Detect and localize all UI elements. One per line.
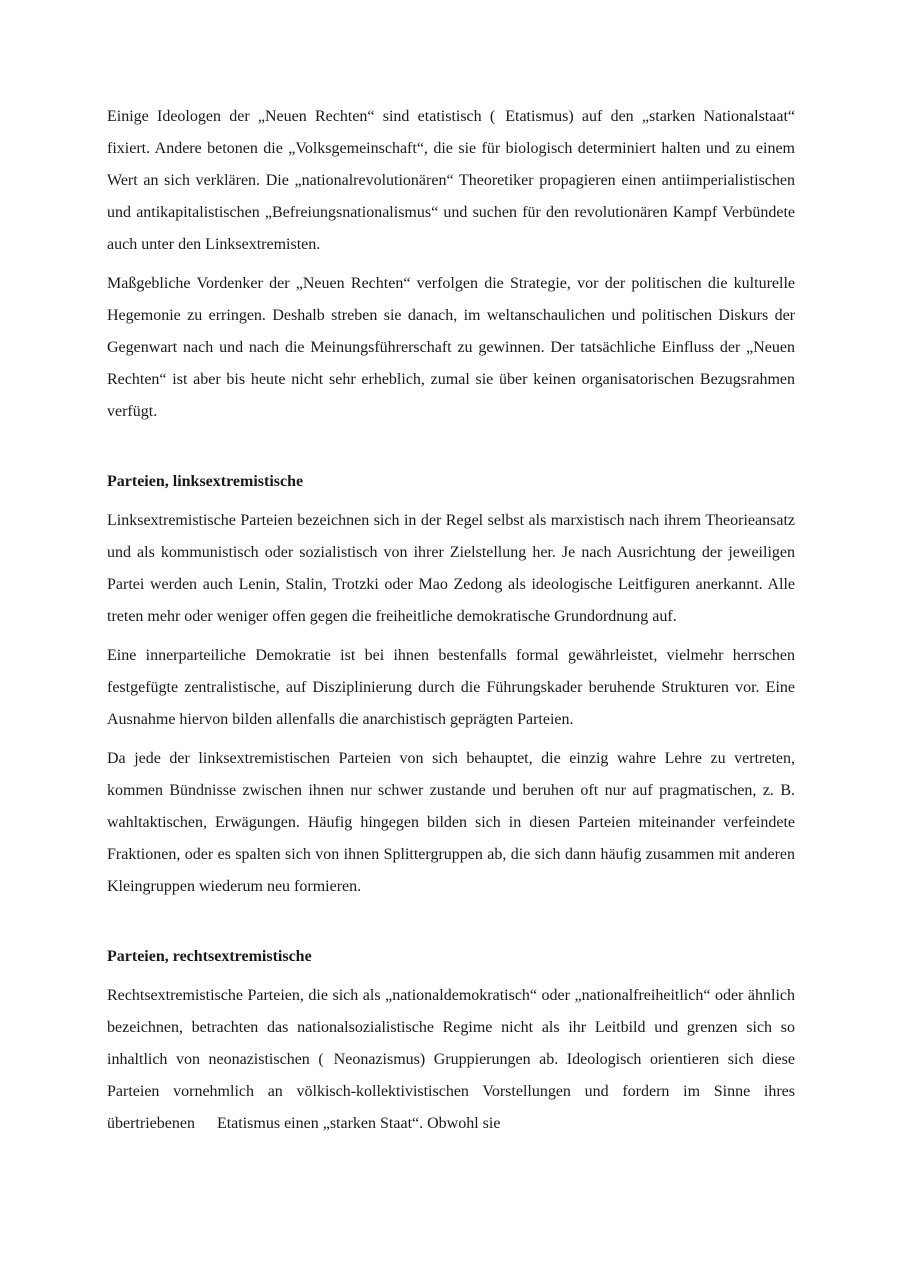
paragraph-text: Rechtsextremistische Parteien, die sich als „nationaldemokratisch“ oder „nationalfreiheitlich“ oder ähnlich bezeichnen, betrachten das nationalsozialistische Regime nicht als ihr Leitbild und grenzen sich so inhaltlich von neonazistischen ( — [107, 987, 795, 1068]
paragraph-linksextremistische-selbstbezeichnung: Linksextremistische Parteien bezeichnen sich in der Regel selbst als marxistisch nach ihrem Theorieansatz und als kommunistisch oder sozialistisch von ihrer Zielstellung her. Je nach Ausrichtung der jeweiligen Partei werden auch Lenin, Stalin, Trotzki oder Mao Zedong als ideologische Leitfiguren anerkannt. Alle treten mehr oder weniger offen gegen die freiheitliche demokratische Grundordnung auf. — [107, 512, 795, 625]
section-heading-linksextremistische-parteien: Parteien, linksextremistische — [107, 473, 304, 490]
paragraph-text: Etatismus) auf den „starken Nationalstaat“ fixiert. Andere betonen die „Volksgemeinschaft“, die sie für biologisch determiniert halten und zu einem Wert an sich verklären. Die „nationalrevolutionären“ Theoretiker propagieren einen antiimperialistischen und antikapitalistischen „Befreiungsnationalismus“ und suchen für den revolutionären Kampf Verbündete auch unter den Linksextremisten. — [107, 108, 795, 253]
paragraph-text: Etatismus einen „starken Staat“. Obwohl sie — [216, 1115, 501, 1132]
paragraph-neue-rechte-strategie: Maßgebliche Vordenker der „Neuen Rechten“ verfolgen die Strategie, vor der politischen die kulturelle Hegemonie zu erringen. Deshalb streben sie danach, im weltanschaulichen und politischen Diskurs der Gegenwart nach und nach die Meinungsführerschaft zu gewinnen. Der tatsächliche Einfluss der „Neuen Rechten“ ist aber bis heute nicht sehr erheblich, zumal sie über keinen organisatorischen Bezugsrahmen verfügt. — [107, 275, 795, 420]
paragraph-buendnisse: Da jede der linksextremistischen Parteien von sich behauptet, die einzig wahre Lehre zu vertreten, kommen Bündnisse zwischen ihnen nur schwer zustande und beruhen oft nur auf pragmatischen, z. B. wahltaktischen, Erwägungen. Häufig hingegen bilden sich in diesen Parteien miteinander verfeindete Fraktionen, oder es spalten sich von ihnen Splittergruppen ab, die sich dann häufig zusammen mit anderen Kleingruppen wiederum neu formieren. — [107, 750, 795, 895]
paragraph-rechtsextremistische-parteien — [107, 980, 795, 1140]
paragraph-text: Einige Ideologen der „Neuen Rechten“ sind etatistisch ( — [107, 108, 496, 125]
section-heading-rechtsextremistische-parteien: Parteien, rechtsextremistische — [107, 948, 312, 965]
paragraph-innerparteiliche-demokratie: Eine innerparteiliche Demokratie ist bei ihnen bestenfalls formal gewährleistet, vielmehr herrschen festgefügte zentralistische, auf Disziplinierung durch die Führungskader beruhende Strukturen vor. Eine Ausnahme hiervon bilden allenfalls die anarchistisch geprägten Parteien. — [107, 647, 795, 728]
paragraph-neue-rechte-ideologen — [107, 101, 795, 261]
paragraph-text: Neonazismus) Gruppierungen ab. Ideologisch orientieren sich diese Parteien vornehmlich an völkisch-kollektivistischen Vorstellungen und fordern im Sinne ihres übertriebenen — [107, 1051, 795, 1132]
document-body — [107, 101, 795, 1147]
